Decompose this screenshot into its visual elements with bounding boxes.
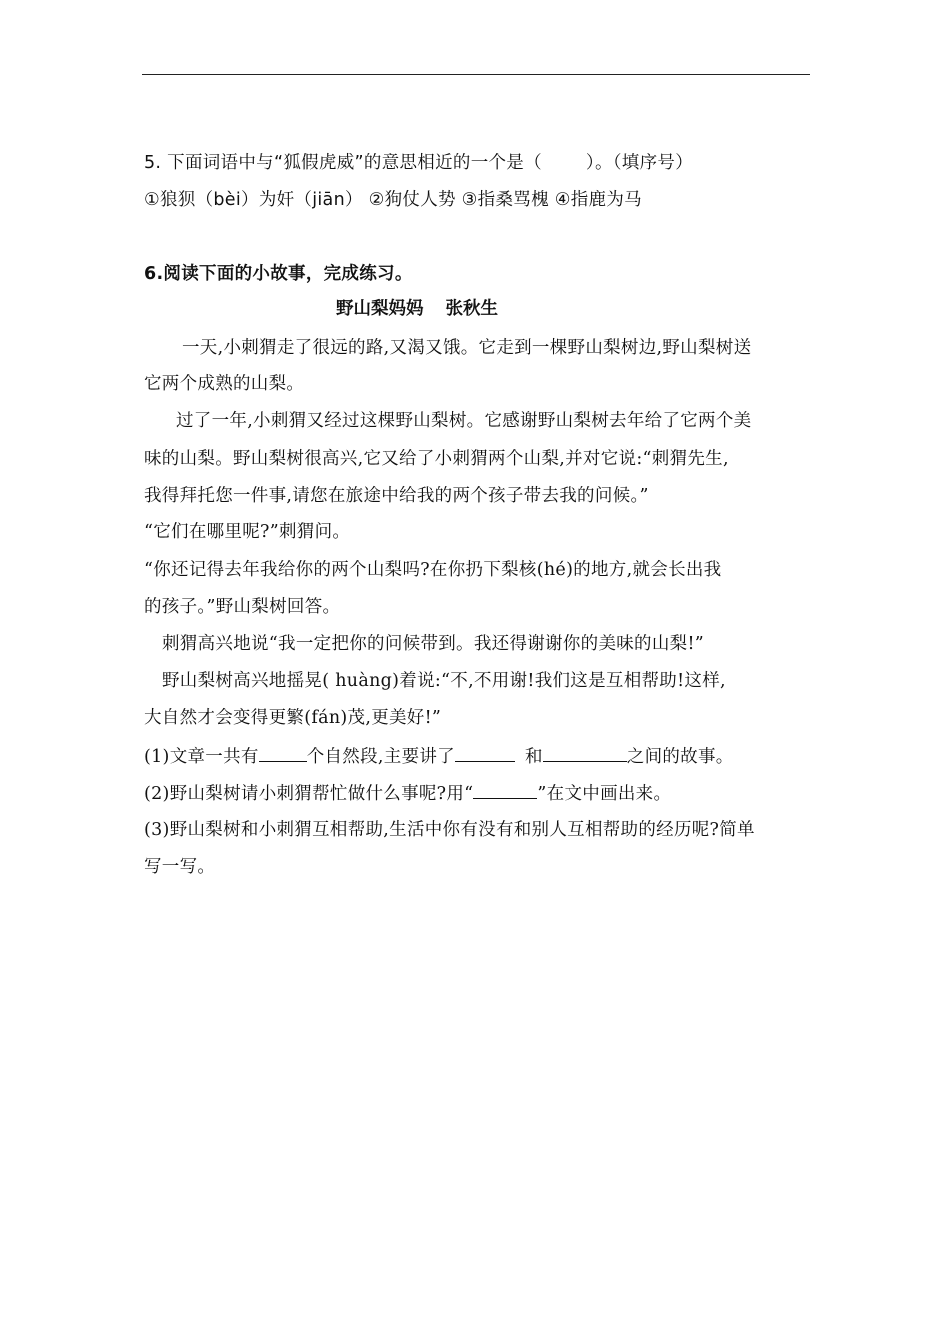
story-line: 一天,小刺猬走了很远的路,又渴又饿。它走到一棵野山梨树边,野山梨树送 — [182, 338, 752, 358]
story-line: 刺猬高兴地说“我一定把你的问候带到。我还得谢谢你的美味的山梨!” — [162, 634, 705, 654]
sub-question-3-cont: 写一写。 — [144, 857, 216, 877]
q5-prompt-before: 5. 下面词语中与“狐假虎威”的意思相近的一个是（ — [144, 153, 542, 173]
story-line: 野山梨树高兴地摇晃( huàng)着说:“不,不用谢!我们这是互相帮助!这样, — [162, 671, 726, 691]
answer-blank-character-a[interactable] — [455, 744, 515, 762]
q5-prompt — [144, 151, 693, 175]
story-line: 大自然才会变得更繁(fán)茂,更美好!” — [144, 708, 442, 728]
sub-question-1-text: 和 — [524, 747, 543, 767]
sub-question-1 — [144, 744, 734, 769]
sub-question-1-text: (1)文章一共有 — [144, 747, 259, 767]
story-title-block — [336, 297, 498, 321]
sub-question-2-text: (2)野山梨树请小刺猬帮忙做什么事呢?用“ — [144, 784, 474, 804]
story-title: 野山梨妈妈 — [336, 299, 424, 319]
underline-sample — [473, 781, 537, 799]
story-line: “它们在哪里呢?”刺猬问。 — [144, 522, 351, 542]
story-line: 过了一年,小刺猬又经过这棵野山梨树。它感谢野山梨树去年给了它两个美 — [176, 411, 752, 431]
story-author: 张秋生 — [445, 299, 498, 319]
sub-question-2-text: ”在文中画出来。 — [537, 784, 672, 804]
story-line: “你还记得去年我给你的两个山梨吗?在你扔下梨核(hé)的地方,就会长出我 — [144, 560, 722, 580]
sub-question-2 — [144, 781, 671, 806]
sub-question-1-text: 个自然段,主要讲了 — [306, 747, 455, 767]
sub-question-3: (3)野山梨树和小刺猬互相帮助,生活中你有没有和别人互相帮助的经历呢?简单 — [144, 820, 755, 840]
sub-question-1-text: 之间的故事。 — [626, 747, 734, 767]
story-line: 味的山梨。野山梨树很高兴,它又给了小刺猬两个山梨,并对它说:“刺猬先生, — [144, 449, 729, 469]
q5-options: ①狼狈（bèi）为奸（jiān） ②狗仗人势 ③指桑骂槐 ④指鹿为马 — [144, 190, 642, 210]
header-rule — [142, 74, 810, 75]
story-line: 我得拜托您一件事,请您在旅途中给我的两个孩子带去我的问候。” — [144, 486, 649, 506]
q5-prompt-after: ）。（填序号） — [585, 153, 693, 173]
q6-heading: 6.阅读下面的小故事，完成练习。 — [144, 264, 413, 284]
story-line: 的孩子。”野山梨树回答。 — [144, 597, 341, 617]
answer-blank-paragraph-count[interactable] — [259, 744, 307, 762]
answer-blank-character-b[interactable] — [543, 744, 627, 762]
story-line: 它两个成熟的山梨。 — [144, 374, 305, 394]
